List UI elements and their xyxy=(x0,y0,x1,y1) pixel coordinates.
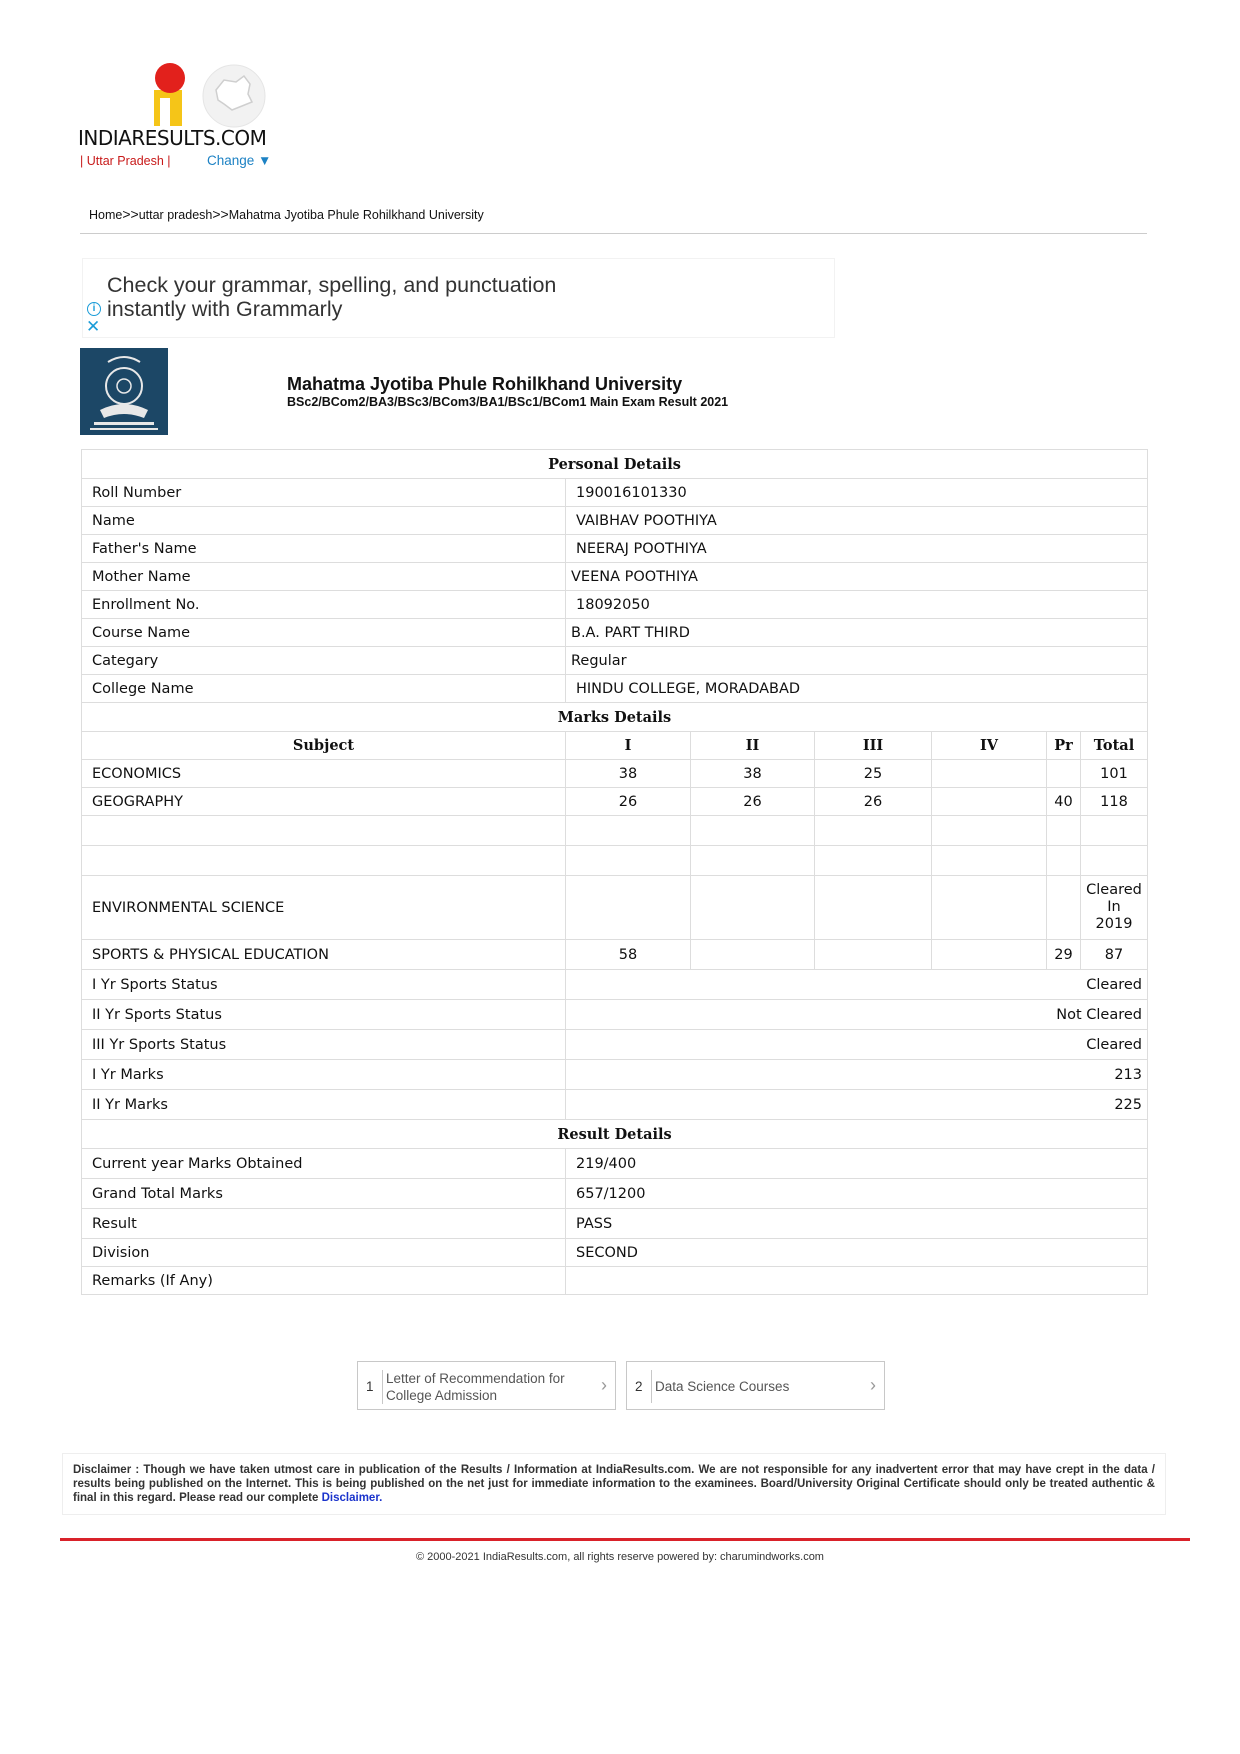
mark-cell: 38 xyxy=(691,760,815,788)
row-label: Mother Name xyxy=(82,563,566,591)
row-value: HINDU COLLEGE, MORADABAD xyxy=(566,675,1148,703)
breadcrumb-state[interactable]: uttar pradesh xyxy=(138,208,213,222)
mark-cell xyxy=(691,846,815,876)
row-value: 18092050 xyxy=(566,591,1148,619)
change-state-link[interactable]: Change ▼ xyxy=(207,153,272,168)
status-value: Cleared xyxy=(566,1030,1148,1060)
table-row xyxy=(82,479,1148,507)
related-link-line: Data Science Courses xyxy=(655,1379,790,1394)
footer-copyright: © 2000-2021 IndiaResults.com, all rights reserve powered by: charumindworks.com xyxy=(416,1551,824,1563)
divider xyxy=(80,233,1147,234)
mark-cell xyxy=(1047,816,1081,846)
mark-cell: 25 xyxy=(815,760,932,788)
row-label: Grand Total Marks xyxy=(82,1179,566,1209)
related-link-label xyxy=(382,1370,565,1404)
status-value: Not Cleared xyxy=(566,1000,1148,1030)
table-row xyxy=(82,876,1148,940)
status-label: I Yr Marks xyxy=(82,1060,566,1090)
table-row xyxy=(82,1030,1148,1060)
row-value: Regular xyxy=(566,647,1148,675)
info-icon[interactable]: i xyxy=(87,302,101,316)
row-label: Division xyxy=(82,1239,566,1267)
table-row xyxy=(82,1060,1148,1090)
breadcrumb-university[interactable]: Mahatma Jyotiba Phule Rohilkhand University xyxy=(228,208,484,222)
related-link-1[interactable] xyxy=(357,1361,616,1410)
row-value: SECOND xyxy=(566,1239,1148,1267)
table-row xyxy=(82,647,1148,675)
table-row xyxy=(82,675,1148,703)
ad-line-1: Check your grammar, spelling, and punctuation xyxy=(107,273,557,297)
row-label: Remarks (If Any) xyxy=(82,1267,566,1295)
chevron-right-icon: › xyxy=(870,1375,876,1395)
university-name: Mahatma Jyotiba Phule Rohilkhand University xyxy=(287,374,683,394)
row-value: VAIBHAV POOTHIYA xyxy=(566,507,1148,535)
disclaimer xyxy=(62,1453,1166,1515)
row-label: Enrollment No. xyxy=(82,591,566,619)
result-details-heading: Result Details xyxy=(82,1120,1148,1149)
related-link-label xyxy=(651,1370,789,1403)
row-value: 219/400 xyxy=(566,1149,1148,1179)
table-row xyxy=(82,1000,1148,1030)
state-label: | Uttar Pradesh | xyxy=(80,154,171,168)
total-cell xyxy=(1081,816,1148,846)
university-emblem xyxy=(80,348,168,435)
mark-cell xyxy=(932,760,1047,788)
mark-cell xyxy=(815,846,932,876)
table-row xyxy=(82,1209,1148,1239)
mark-cell xyxy=(932,940,1047,970)
mark-cell xyxy=(932,846,1047,876)
disclaimer-text: Disclaimer : Though we have taken utmost care in publication of the Results / Information at IndiaResults.com. We are not responsible for any inadvertent error that may have crept in the data / results being published on the Internet. This is being published on the net just for immediate information to the examinees. Board/University Original Certificate should only be treated authentic & final in this regard. Please read our complete xyxy=(73,1464,1155,1504)
table-row xyxy=(82,760,1148,788)
table-row xyxy=(82,940,1148,970)
marks-details-heading: Marks Details xyxy=(82,703,1148,732)
total-cell: 87 xyxy=(1081,940,1148,970)
subject-name: ENVIRONMENTAL SCIENCE xyxy=(82,876,566,940)
row-label: College Name xyxy=(82,675,566,703)
mark-cell xyxy=(932,876,1047,940)
column-header: II xyxy=(691,732,815,760)
column-header: Subject xyxy=(82,732,566,760)
close-icon[interactable]: ✕ xyxy=(86,317,101,336)
table-row xyxy=(82,788,1148,816)
table-row xyxy=(82,1239,1148,1267)
personal-details-heading: Personal Details xyxy=(82,450,1148,479)
table-row xyxy=(82,1090,1148,1120)
column-header: IV xyxy=(932,732,1047,760)
disclaimer-link[interactable]: Disclaimer. xyxy=(321,1492,383,1504)
row-label: Course Name xyxy=(82,619,566,647)
mark-cell: 26 xyxy=(815,788,932,816)
row-value: NEERAJ POOTHIYA xyxy=(566,535,1148,563)
mark-cell xyxy=(815,816,932,846)
mark-cell xyxy=(815,940,932,970)
status-value: Cleared xyxy=(566,970,1148,1000)
breadcrumb-home[interactable]: Home xyxy=(89,208,123,222)
row-label: Name xyxy=(82,507,566,535)
marks-header-row xyxy=(82,732,1148,760)
ad-text[interactable] xyxy=(107,273,562,321)
mark-cell xyxy=(691,816,815,846)
row-value: 190016101330 xyxy=(566,479,1148,507)
mark-cell xyxy=(566,846,691,876)
row-label: Result xyxy=(82,1209,566,1239)
table-row xyxy=(82,591,1148,619)
status-label: II Yr Sports Status xyxy=(82,1000,566,1030)
table-row xyxy=(82,1179,1148,1209)
subject-name: ECONOMICS xyxy=(82,760,566,788)
total-cell: 101 xyxy=(1081,760,1148,788)
table-row xyxy=(82,1267,1148,1295)
total-cell xyxy=(1081,876,1148,940)
mark-cell: 38 xyxy=(566,760,691,788)
related-link-number: 1 xyxy=(366,1379,374,1394)
mark-cell xyxy=(691,940,815,970)
table-row xyxy=(82,619,1148,647)
mark-cell: 26 xyxy=(566,788,691,816)
table-row xyxy=(82,970,1148,1000)
total-cell: 118 xyxy=(1081,788,1148,816)
mark-cell xyxy=(1047,876,1081,940)
total-line: 2019 xyxy=(1095,916,1133,932)
row-value: VEENA POOTHIYA xyxy=(566,563,1148,591)
column-header: III xyxy=(815,732,932,760)
row-label: Roll Number xyxy=(82,479,566,507)
result-table xyxy=(81,449,1148,1295)
row-label: Categary xyxy=(82,647,566,675)
table-row xyxy=(82,563,1148,591)
total-cell xyxy=(1081,846,1148,876)
logo-graphic xyxy=(78,60,278,130)
mark-cell xyxy=(566,816,691,846)
mark-cell xyxy=(1047,846,1081,876)
subject-name xyxy=(82,816,566,846)
mark-cell: 29 xyxy=(1047,940,1081,970)
total-line: Cleared xyxy=(1086,882,1142,898)
breadcrumb xyxy=(89,206,484,222)
mark-cell xyxy=(691,876,815,940)
row-value: 657/1200 xyxy=(566,1179,1148,1209)
table-row xyxy=(82,846,1148,876)
status-value: 225 xyxy=(566,1090,1148,1120)
column-header: Total xyxy=(1081,732,1148,760)
mark-cell xyxy=(815,876,932,940)
status-label: II Yr Marks xyxy=(82,1090,566,1120)
related-link-number: 2 xyxy=(635,1379,643,1394)
table-row xyxy=(82,816,1148,846)
status-label: I Yr Sports Status xyxy=(82,970,566,1000)
table-row xyxy=(82,535,1148,563)
status-value: 213 xyxy=(566,1060,1148,1090)
row-value xyxy=(566,1267,1148,1295)
table-row xyxy=(82,507,1148,535)
breadcrumb-separator: >> xyxy=(212,206,229,222)
exam-title: BSc2/BCom2/BA3/BSc3/BCom3/BA1/BSc1/BCom1 Main Exam Result 2021 xyxy=(287,395,729,409)
related-link-line: College Admission xyxy=(386,1388,498,1403)
row-label: Current year Marks Obtained xyxy=(82,1149,566,1179)
mark-cell xyxy=(1047,760,1081,788)
mark-cell xyxy=(932,788,1047,816)
ad-banner[interactable] xyxy=(82,258,835,338)
total-line: In xyxy=(1107,899,1121,915)
status-label: III Yr Sports Status xyxy=(82,1030,566,1060)
breadcrumb-separator: >> xyxy=(122,206,139,222)
related-link-2[interactable] xyxy=(626,1361,885,1410)
column-header: I xyxy=(566,732,691,760)
subject-name: GEOGRAPHY xyxy=(82,788,566,816)
mark-cell: 58 xyxy=(566,940,691,970)
mark-cell xyxy=(566,876,691,940)
row-value: B.A. PART THIRD xyxy=(566,619,1148,647)
logo-text: INDIARESULTS.COM xyxy=(78,126,267,150)
related-link-line: Letter of Recommendation for xyxy=(386,1371,565,1386)
mark-cell: 26 xyxy=(691,788,815,816)
table-row xyxy=(82,1149,1148,1179)
chevron-right-icon: › xyxy=(601,1375,607,1395)
subject-name: SPORTS & PHYSICAL EDUCATION xyxy=(82,940,566,970)
mark-cell: 40 xyxy=(1047,788,1081,816)
subject-name xyxy=(82,846,566,876)
row-label: Father's Name xyxy=(82,535,566,563)
ad-line-2: instantly with Grammarly xyxy=(107,297,343,321)
column-header: Pr xyxy=(1047,732,1081,760)
footer-divider xyxy=(60,1538,1190,1541)
mark-cell xyxy=(932,816,1047,846)
row-value: PASS xyxy=(566,1209,1148,1239)
